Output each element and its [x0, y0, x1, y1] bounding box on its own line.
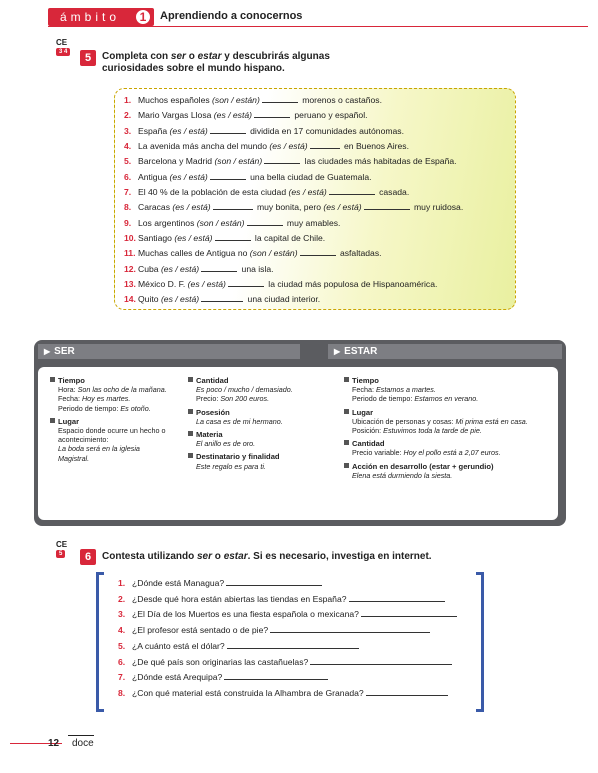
ex6-instr-part: . Si es necesario, investiga en internet.: [247, 551, 432, 562]
item-number: 6.: [124, 171, 132, 182]
rule-heading: [344, 439, 554, 448]
header-rule: [48, 26, 588, 27]
answer-blank[interactable]: [226, 578, 322, 586]
arrow-right-icon: ▶: [334, 347, 341, 356]
ex5-item: [124, 154, 516, 169]
rule-example-label: Precio:: [196, 394, 221, 404]
question-number: 8.: [118, 687, 126, 698]
ex5-ce-badge: [56, 38, 70, 56]
arrow-right-icon: ▶: [44, 347, 51, 356]
ex6-ce-badge: [56, 540, 67, 558]
section-label: ámbito: [60, 10, 121, 24]
rule-example: [344, 417, 554, 426]
verb-hint: (es / está): [187, 279, 226, 290]
rule-heading-text: Materia: [196, 430, 223, 440]
rule-example: [344, 394, 554, 403]
item-text: La avenida más ancha del mundo: [138, 141, 270, 152]
answer-blank[interactable]: [227, 641, 359, 649]
ex5-item: [124, 200, 516, 215]
answer-blank[interactable]: [201, 294, 243, 302]
item-number: 3.: [124, 125, 132, 136]
item-text: una ciudad interior.: [245, 294, 321, 305]
rule-example: Elena está durmiendo la siesta.: [352, 470, 453, 480]
square-bullet-icon: [188, 453, 193, 458]
ex6-instr-estar: estar: [223, 551, 248, 562]
square-bullet-icon: [344, 409, 349, 414]
ex5-item: [124, 108, 516, 123]
question-text: ¿El Día de los Muertos es una fiesta española o mexicana?: [132, 609, 359, 620]
ex6-question: [118, 670, 459, 686]
answer-blank[interactable]: [254, 110, 290, 118]
answer-blank[interactable]: [349, 594, 445, 602]
rule-example: Magistral.: [58, 453, 90, 463]
item-text: morenos o castaños.: [299, 95, 382, 105]
rule-example-text: Estamos en verano.: [414, 394, 479, 404]
answer-blank[interactable]: [310, 141, 340, 149]
item-number: 13.: [124, 279, 136, 290]
rule-example: La boda será en la iglesia: [58, 444, 140, 454]
rule-example: El anillo es de oro.: [196, 439, 256, 449]
ser-title: SER: [54, 346, 75, 357]
ex5-item: [124, 262, 516, 277]
item-text: la capital de Chile.: [252, 233, 326, 244]
answer-blank[interactable]: [270, 625, 430, 633]
item-number: 5.: [124, 156, 132, 167]
ex5-item: [124, 139, 516, 154]
square-bullet-icon: [188, 431, 193, 436]
ex6-question: [118, 623, 459, 639]
ex5-item-list: [124, 93, 516, 308]
estar-header-bar: [328, 344, 562, 359]
question-text: ¿Con qué material está construida la Alhambra de Granada?: [132, 687, 364, 698]
left-bracket: [96, 572, 104, 712]
page-number-word: doce: [72, 738, 94, 749]
item-number: 12.: [124, 263, 136, 274]
question-number: 3.: [118, 609, 126, 620]
square-bullet-icon: [188, 409, 193, 414]
square-bullet-icon: [50, 418, 55, 423]
verb-hint: (es / está): [269, 141, 308, 152]
rule-heading: [344, 408, 554, 417]
rule-example-label: Posición:: [352, 426, 384, 436]
question-text: ¿Dónde está Managua?: [132, 578, 225, 588]
ex5-ce-label: CE: [56, 38, 68, 47]
rule-example: [344, 448, 554, 457]
answer-blank[interactable]: [364, 202, 410, 210]
rule-example: Este regalo es para ti.: [196, 461, 266, 471]
ex5-item: [124, 216, 516, 231]
item-text: las ciudades más habitadas de España.: [302, 156, 457, 167]
item-text: España: [138, 125, 170, 136]
item-text: asfaltadas.: [337, 248, 382, 259]
ex5-item: [124, 277, 516, 292]
ex5-ce-chip: 3 4: [56, 48, 70, 56]
ex6-question: [118, 639, 459, 655]
rule-example-label: Ubicación de personas y cosas:: [352, 416, 456, 426]
answer-blank[interactable]: [201, 264, 237, 272]
unit-title: Aprendiendo a conocernos: [160, 10, 303, 22]
ex5-item: [124, 170, 516, 185]
ser-column-2: [188, 376, 328, 471]
rule-example-text: Estamos a martes.: [375, 385, 436, 395]
rule-heading: [188, 376, 328, 385]
question-number: 4.: [118, 625, 126, 636]
answer-blank[interactable]: [213, 202, 253, 210]
item-text: una bella ciudad de Guatemala.: [247, 171, 372, 182]
rule-example-text: Mi prima está en casa.: [455, 416, 528, 426]
rule-heading-text: Destinatario y finalidad: [196, 452, 280, 462]
rule-heading-text: Cantidad: [352, 439, 385, 449]
item-text: en Buenos Aires.: [341, 141, 409, 152]
ex5-instr-ser: ser: [170, 51, 186, 62]
rule-example-text: Son las ocho de la mañana.: [77, 385, 167, 395]
rule-example-label: Hora:: [58, 385, 78, 395]
item-number: 7.: [124, 187, 132, 198]
square-bullet-icon: [344, 440, 349, 445]
ex5-item: [124, 231, 516, 246]
rule-heading-text: Tiempo: [58, 376, 85, 385]
square-bullet-icon: [344, 463, 349, 468]
answer-blank[interactable]: [366, 688, 448, 696]
ex5-item: [124, 124, 516, 139]
rule-heading: [188, 452, 328, 461]
ex6-ce-chip: 5: [56, 550, 65, 558]
item-text: casada.: [376, 187, 410, 198]
verb-hint: (es / está): [160, 294, 200, 305]
estar-column: [344, 376, 554, 480]
square-bullet-icon: [50, 377, 55, 382]
rule-heading: [344, 462, 554, 471]
item-number: 4.: [124, 141, 132, 152]
item-text: Santiago: [138, 233, 175, 244]
verb-hint: (es / está): [213, 110, 253, 121]
answer-blank[interactable]: [215, 233, 251, 241]
question-number: 1.: [118, 578, 126, 588]
item-text: México D. F.: [138, 279, 188, 290]
verb-hint: (son / están): [212, 95, 260, 105]
item-text: Muchas calles de Antigua no: [138, 248, 250, 259]
answer-blank[interactable]: [228, 279, 264, 287]
question-text: ¿Dónde está Arequipa?: [132, 672, 223, 683]
ex5-number: 5: [80, 50, 96, 66]
right-bracket: [476, 572, 484, 712]
question-number: 6.: [118, 656, 126, 667]
verb-hint: (son / están): [196, 217, 245, 228]
verb-hint: (son / están): [249, 248, 298, 259]
rule-heading: [50, 417, 180, 426]
item-number: 8.: [124, 202, 132, 213]
ex6-question: [118, 592, 459, 608]
rule-example: [50, 385, 180, 394]
rule-heading-text: Cantidad: [196, 376, 229, 385]
ex6-question: [118, 607, 459, 623]
rule-example-label: Fecha:: [352, 385, 376, 395]
verb-hint: (es / está): [169, 125, 208, 136]
rule-heading-text: Posesión: [196, 407, 230, 417]
verb-hint: (son / están): [214, 156, 263, 167]
item-text: la ciudad más populosa de Hispanoamérica.: [265, 279, 438, 290]
ex5-instr-estar: estar: [197, 51, 222, 62]
ex6-instr-part: Contesta utilizando: [102, 551, 197, 562]
ex5-item: [124, 93, 516, 108]
ex5-instr-part: y descubrirás algunas: [221, 51, 330, 62]
question-number: 5.: [118, 640, 126, 651]
rule-example: La casa es de mi hermano.: [196, 416, 283, 426]
rule-example-text: Son 200 euros.: [220, 394, 270, 404]
unit-number-badge: 1: [134, 8, 152, 26]
verb-hint: (es / está): [174, 233, 213, 244]
ex5-item: [124, 292, 516, 307]
verb-hint: (es / está): [160, 263, 200, 274]
answer-blank[interactable]: [361, 609, 457, 617]
rule-heading-text: Lugar: [352, 407, 374, 417]
ex6-question-list: [118, 576, 459, 702]
item-text: dividida en 17 comunidades autónomas.: [247, 125, 404, 136]
answer-blank[interactable]: [210, 172, 246, 180]
ex6-question: [118, 655, 459, 671]
answer-blank[interactable]: [224, 672, 328, 680]
ex6-question: [118, 686, 459, 702]
verb-hint: (es / está): [323, 202, 362, 213]
rule-example-text: Hoy el pollo está a 2,07 euros.: [403, 448, 501, 458]
ex5-instruction: [102, 51, 330, 75]
item-text: una isla.: [239, 263, 274, 274]
rule-example-text: Hoy es martes.: [81, 394, 131, 404]
item-text: Caracas: [138, 202, 173, 213]
question-text: ¿De qué país son originarias las castañuelas?: [132, 656, 309, 667]
ex5-item: [124, 246, 516, 261]
estar-title: ESTAR: [344, 346, 378, 357]
ex6-number: 6: [80, 549, 96, 565]
ex6-instr-ser: ser: [197, 551, 213, 562]
rule-heading-text: Acción en desarrollo (estar + gerundio): [352, 461, 494, 471]
rule-example-text: Estuvimos toda la tarde de pie.: [383, 426, 482, 436]
square-bullet-icon: [344, 377, 349, 382]
rule-heading: [50, 376, 180, 385]
rule-example: [50, 394, 180, 403]
answer-blank[interactable]: [262, 95, 298, 103]
ex5-item: [124, 185, 516, 200]
verb-hint: (es / está): [288, 187, 327, 198]
answer-blank[interactable]: [247, 218, 283, 226]
unit-header: [48, 8, 588, 26]
rule-example: [344, 426, 554, 435]
answer-blank[interactable]: [210, 126, 246, 134]
item-number: 9.: [124, 217, 132, 228]
footer-overline: [68, 735, 94, 736]
rule-example: Es poco / mucho / demasiado.: [196, 385, 293, 395]
page-number: 12: [48, 738, 60, 749]
item-text: Quito: [138, 294, 161, 305]
rule-heading-text: Tiempo: [352, 376, 379, 385]
item-text: El 40 % de la población de esta ciudad: [138, 187, 289, 198]
ex6-instr-part: o: [212, 551, 224, 562]
rule-heading-text: Lugar: [58, 416, 80, 426]
rule-heading: [188, 408, 328, 417]
item-number: 2.: [124, 110, 132, 121]
rule-example-label: Periodo de tiempo:: [58, 403, 121, 413]
question-number: 7.: [118, 672, 126, 683]
item-number: 11.: [124, 248, 136, 259]
ser-column-1: [50, 376, 180, 463]
question-text: ¿El profesor está sentado o de pie?: [132, 625, 269, 636]
answer-blank[interactable]: [264, 156, 300, 164]
item-text: Muchos españoles: [138, 95, 213, 105]
question-number: 2.: [118, 593, 126, 604]
rule-heading: [188, 430, 328, 439]
rule-description: acontecimiento:: [58, 435, 109, 445]
rule-example: [344, 385, 554, 394]
ex5-instr-line2: curiosidades sobre el mundo hispano.: [102, 63, 285, 74]
ex5-instr-part: o: [185, 51, 198, 62]
rule-example-label: Precio variable:: [352, 448, 404, 458]
item-text: muy bonita, pero: [254, 202, 324, 213]
answer-blank[interactable]: [300, 248, 336, 256]
rule-example-text: Es otoño.: [120, 403, 151, 413]
item-text: Barcelona y Madrid: [138, 156, 215, 167]
item-number: 1.: [124, 95, 132, 105]
ser-header-bar: [38, 344, 300, 359]
item-text: muy amables.: [284, 217, 341, 228]
answer-blank[interactable]: [310, 657, 452, 665]
question-text: ¿Desde qué hora están abiertas las tiendas en España?: [132, 593, 347, 604]
rule-heading: [344, 376, 554, 385]
ex6-ce-label: CE: [56, 540, 68, 549]
ex5-instr-part: Completa con: [102, 51, 171, 62]
ex6-question: [118, 576, 459, 592]
item-text: muy ruidosa.: [411, 202, 464, 213]
item-text: Los argentinos: [138, 217, 197, 228]
rule-example-label: Fecha:: [58, 394, 82, 404]
item-text: peruano y español.: [292, 110, 368, 121]
question-text: ¿A cuánto está el dólar?: [132, 640, 225, 651]
verb-hint: (es / está): [169, 171, 208, 182]
ex6-instruction: [102, 551, 432, 563]
item-number: 10.: [124, 233, 136, 244]
rule-example: [188, 394, 328, 403]
rule-description: Espacio donde ocurre un hecho o: [58, 426, 166, 436]
rule-example: [50, 404, 180, 413]
item-text: Cuba: [138, 263, 161, 274]
item-number: 14.: [124, 294, 136, 305]
answer-blank[interactable]: [329, 187, 375, 195]
item-text: Antigua: [138, 171, 170, 182]
item-text: Mario Vargas Llosa: [138, 110, 214, 121]
rule-example-label: Periodo de tiempo:: [352, 394, 415, 404]
verb-hint: (es / está): [172, 202, 211, 213]
square-bullet-icon: [188, 377, 193, 382]
